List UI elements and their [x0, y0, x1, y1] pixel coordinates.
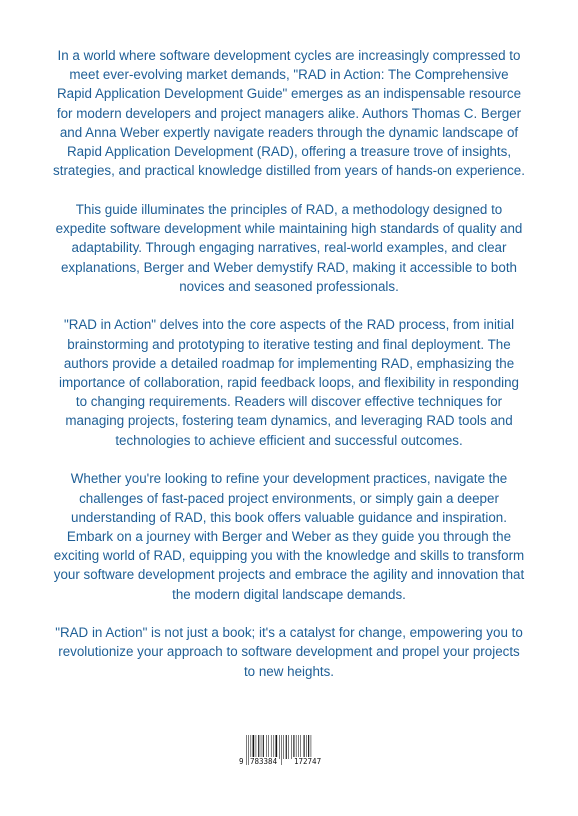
barcode-right-digits: 172747: [294, 757, 322, 766]
isbn-barcode: [238, 735, 338, 767]
blurb-paragraph-2: This guide illuminates the principles of RAD, a methodology designed to expedite software development while maintaining high standards of quality and adaptability. Through engaging narratives, real-world examples, and clear explanations, Berger and Weber demystify RAD, making it accessible to both novices and seasoned professionals.: [55, 201, 523, 294]
blurb-paragraph-4: Whether you're looking to refine your development practices, navigate the challenges of fast-paced project environments, or simply gain a deeper understanding of RAD, this book offers valuable guidance and inspiration. Embark on a journey with Berger and Weber as they guide you through the exciting world of RAD, equipping you with the knowledge and skills to transform your software development projects and embrace the agility and innovation that the modern digital landscape demands.: [53, 471, 525, 602]
blurb-paragraph-5: "RAD in Action" is not just a book; it's a catalyst for change, empowering you to revolutionize your approach to software development and propel your projects to new heights.: [55, 625, 523, 679]
barcode-lead-digit: 9: [239, 757, 244, 766]
blurb-text: [52, 46, 526, 700]
blurb-paragraph-1: In a world where software development cycles are increasingly compressed to meet ever-evolving market demands, "RAD in Action: The Comprehensive Rapid Application Development Guide" emerges as an indispensable resource for modern developers and project managers alike. Authors Thomas C. Berger and Anna Weber expertly navigate readers through the dynamic landscape of Rapid Application Development (RAD), offering a treasure trove of insights, strategies, and practical knowledge distilled from years of hands-on experience.: [53, 48, 525, 179]
barcode-left-digits: 783384: [250, 757, 278, 766]
blurb-paragraph-3: "RAD in Action" delves into the core aspects of the RAD process, from initial brainstorming and prototyping to iterative testing and final deployment. The authors provide a detailed roadmap for implementing RAD, emphasizing the importance of collaboration, rapid feedback loops, and flexibility in responding to changing requirements. Readers will discover effective techniques for managing projects, fostering team dynamics, and leveraging RAD tools and technologies to achieve efficient and successful outcomes.: [58, 317, 520, 448]
